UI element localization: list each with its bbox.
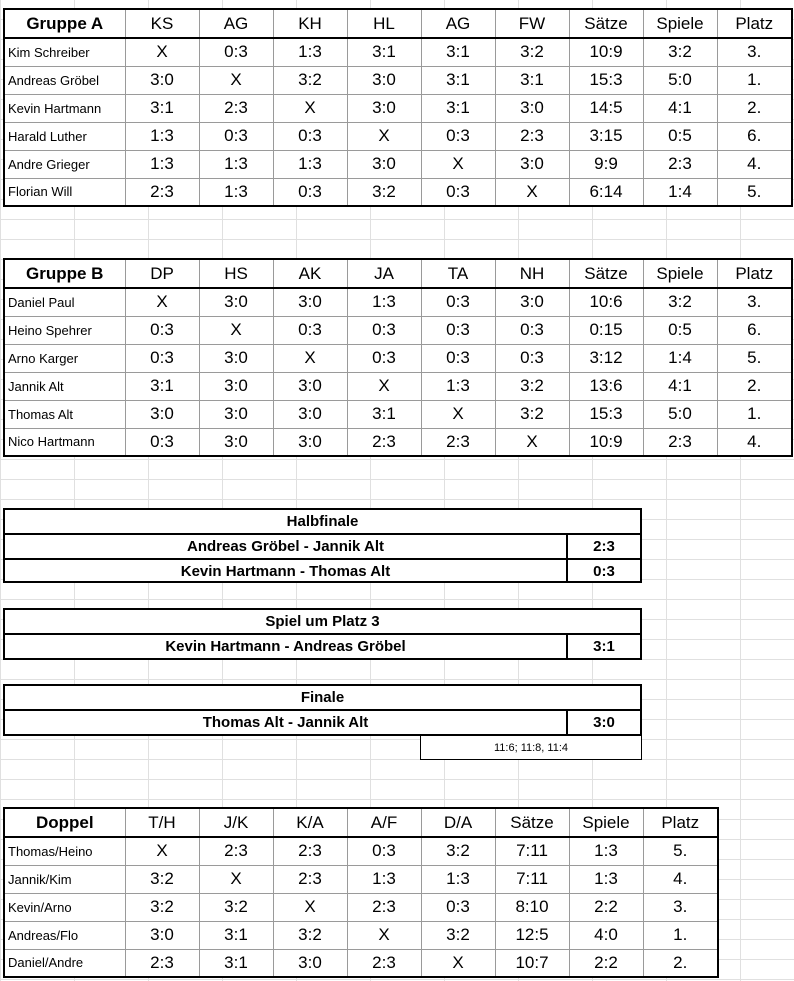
group-a-title: Gruppe A bbox=[4, 9, 125, 38]
table-cell: 1:3 bbox=[347, 865, 421, 893]
column-header: Platz bbox=[643, 808, 718, 837]
table-cell: 2:3 bbox=[347, 949, 421, 977]
table-cell: X bbox=[125, 288, 199, 316]
table-cell: 3:0 bbox=[273, 400, 347, 428]
match-row bbox=[5, 535, 640, 558]
table-cell: 5:0 bbox=[643, 400, 717, 428]
final-box bbox=[3, 684, 642, 736]
table-cell: 3:15 bbox=[569, 122, 643, 150]
table-cell: 3:0 bbox=[495, 288, 569, 316]
doppel-title: Doppel bbox=[4, 808, 125, 837]
column-header: TA bbox=[421, 259, 495, 288]
table-cell: 2:3 bbox=[421, 428, 495, 456]
table-cell: 3:2 bbox=[273, 66, 347, 94]
table-cell: 2:3 bbox=[125, 178, 199, 206]
match-pairing: Kevin Hartmann - Thomas Alt bbox=[5, 560, 568, 583]
column-header: KS bbox=[125, 9, 199, 38]
table-cell: X bbox=[273, 344, 347, 372]
column-header: Platz bbox=[717, 259, 792, 288]
table-cell: 15:3 bbox=[569, 66, 643, 94]
column-header: Sätze bbox=[569, 9, 643, 38]
table-cell: 5. bbox=[643, 837, 718, 865]
table-cell: 5:0 bbox=[643, 66, 717, 94]
column-header: J/K bbox=[199, 808, 273, 837]
table-cell: 0:3 bbox=[273, 178, 347, 206]
column-header: Sätze bbox=[569, 259, 643, 288]
table-cell: 1:3 bbox=[273, 38, 347, 66]
table-cell: 6:14 bbox=[569, 178, 643, 206]
table-cell: 3:2 bbox=[125, 865, 199, 893]
table-cell: 0:3 bbox=[421, 893, 495, 921]
table-cell: X bbox=[273, 94, 347, 122]
table-cell: 2. bbox=[717, 372, 792, 400]
table-row bbox=[4, 38, 792, 66]
match-result: 3:1 bbox=[593, 638, 615, 655]
table-row bbox=[4, 837, 718, 865]
table-cell: 3:2 bbox=[643, 288, 717, 316]
table-cell: 1:3 bbox=[421, 865, 495, 893]
table-cell: 0:3 bbox=[199, 122, 273, 150]
table-cell: 0:3 bbox=[495, 344, 569, 372]
table-cell: 3:0 bbox=[199, 428, 273, 456]
table-cell: X bbox=[495, 178, 569, 206]
table-cell: 2:3 bbox=[643, 428, 717, 456]
player-name: Kevin/Arno bbox=[4, 893, 125, 921]
player-name: Nico Hartmann bbox=[4, 428, 125, 456]
table-cell: 4. bbox=[717, 150, 792, 178]
table-cell: 3:0 bbox=[125, 400, 199, 428]
table-cell: 5. bbox=[717, 178, 792, 206]
match-pairing: Andreas Gröbel - Jannik Alt bbox=[5, 535, 568, 558]
final-title: Finale bbox=[5, 686, 640, 711]
table-cell: 6. bbox=[717, 122, 792, 150]
table-cell: 1:3 bbox=[569, 865, 643, 893]
table-cell: 1:4 bbox=[643, 178, 717, 206]
doppel-table bbox=[3, 807, 719, 978]
group-b-title: Gruppe B bbox=[4, 259, 125, 288]
table-row bbox=[4, 150, 792, 178]
table-cell: X bbox=[495, 428, 569, 456]
table-cell: 0:3 bbox=[273, 122, 347, 150]
table-cell: 3:1 bbox=[347, 38, 421, 66]
table-cell: 1:3 bbox=[273, 150, 347, 178]
table-cell: 3:0 bbox=[273, 288, 347, 316]
player-name: Andre Grieger bbox=[4, 150, 125, 178]
table-cell: 3:1 bbox=[199, 921, 273, 949]
table-cell: 3:1 bbox=[125, 94, 199, 122]
table-cell: 2:3 bbox=[273, 837, 347, 865]
table-cell: 3:12 bbox=[569, 344, 643, 372]
table-cell: 3:0 bbox=[347, 150, 421, 178]
table-cell: 3:1 bbox=[495, 66, 569, 94]
table-cell: 3:1 bbox=[421, 38, 495, 66]
table-cell: 0:5 bbox=[643, 122, 717, 150]
player-name: Harald Luther bbox=[4, 122, 125, 150]
table-cell: 12:5 bbox=[495, 921, 569, 949]
table-cell: 0:3 bbox=[421, 178, 495, 206]
table-cell: 0:15 bbox=[569, 316, 643, 344]
table-cell: 8:10 bbox=[495, 893, 569, 921]
table-cell: 10:6 bbox=[569, 288, 643, 316]
table-cell: 2:3 bbox=[199, 94, 273, 122]
table-cell: 9:9 bbox=[569, 150, 643, 178]
table-row bbox=[4, 372, 792, 400]
table-cell: 2:3 bbox=[199, 837, 273, 865]
table-cell: 1:3 bbox=[421, 372, 495, 400]
table-cell: X bbox=[125, 837, 199, 865]
table-cell: 3:2 bbox=[273, 921, 347, 949]
table-cell: 3:0 bbox=[125, 921, 199, 949]
semifinal-box bbox=[3, 508, 642, 583]
table-cell: 1:3 bbox=[199, 178, 273, 206]
column-header: JA bbox=[347, 259, 421, 288]
table-cell: 2:3 bbox=[125, 949, 199, 977]
player-name: Jannik/Kim bbox=[4, 865, 125, 893]
table-cell: 3:2 bbox=[495, 372, 569, 400]
table-cell: 3. bbox=[717, 288, 792, 316]
table-cell: 3:0 bbox=[495, 94, 569, 122]
column-header: Spiele bbox=[643, 9, 717, 38]
table-cell: 3:0 bbox=[495, 150, 569, 178]
table-row bbox=[4, 344, 792, 372]
table-cell: 15:3 bbox=[569, 400, 643, 428]
table-cell: 1:3 bbox=[199, 150, 273, 178]
player-name: Thomas/Heino bbox=[4, 837, 125, 865]
column-header: Platz bbox=[717, 9, 792, 38]
table-cell: 1:3 bbox=[125, 150, 199, 178]
column-header: HL bbox=[347, 9, 421, 38]
table-cell: 2:3 bbox=[347, 893, 421, 921]
table-cell: 0:3 bbox=[495, 316, 569, 344]
player-name: Thomas Alt bbox=[4, 400, 125, 428]
table-row bbox=[4, 288, 792, 316]
table-row bbox=[4, 94, 792, 122]
table-cell: 0:3 bbox=[347, 344, 421, 372]
table-cell: 3:2 bbox=[421, 921, 495, 949]
column-header: D/A bbox=[421, 808, 495, 837]
column-header: NH bbox=[495, 259, 569, 288]
table-cell: 2:3 bbox=[347, 428, 421, 456]
semifinal-title: Halbfinale bbox=[5, 510, 640, 535]
table-cell: 4. bbox=[643, 865, 718, 893]
table-cell: 3:0 bbox=[125, 66, 199, 94]
table-cell: 2:2 bbox=[569, 893, 643, 921]
table-cell: 3:1 bbox=[125, 372, 199, 400]
table-cell: X bbox=[199, 316, 273, 344]
table-cell: 7:11 bbox=[495, 837, 569, 865]
table-cell: 2:2 bbox=[569, 949, 643, 977]
player-name: Kim Schreiber bbox=[4, 38, 125, 66]
table-cell: 0:3 bbox=[125, 316, 199, 344]
table-cell: 3:1 bbox=[421, 94, 495, 122]
table-cell: 10:7 bbox=[495, 949, 569, 977]
table-cell: 2:3 bbox=[495, 122, 569, 150]
table-cell: X bbox=[421, 400, 495, 428]
table-cell: 0:3 bbox=[199, 38, 273, 66]
table-cell: 3:0 bbox=[199, 288, 273, 316]
table-cell: X bbox=[347, 372, 421, 400]
column-header: AG bbox=[199, 9, 273, 38]
table-cell: 3:0 bbox=[347, 66, 421, 94]
table-cell: 0:3 bbox=[347, 316, 421, 344]
match-pairing: Kevin Hartmann - Andreas Gröbel bbox=[5, 635, 568, 658]
group-a-table bbox=[3, 8, 793, 207]
column-header: T/H bbox=[125, 808, 199, 837]
table-cell: 1:3 bbox=[125, 122, 199, 150]
table-cell: X bbox=[421, 949, 495, 977]
table-cell: 0:3 bbox=[421, 344, 495, 372]
table-cell: 0:3 bbox=[273, 316, 347, 344]
table-cell: 4:1 bbox=[643, 94, 717, 122]
table-cell: 4:1 bbox=[643, 372, 717, 400]
table-cell: 3:2 bbox=[125, 893, 199, 921]
table-cell: X bbox=[347, 921, 421, 949]
column-header: Spiele bbox=[643, 259, 717, 288]
third-place-box bbox=[3, 608, 642, 660]
table-cell: X bbox=[199, 865, 273, 893]
player-name: Kevin Hartmann bbox=[4, 94, 125, 122]
player-name: Jannik Alt bbox=[4, 372, 125, 400]
table-cell: 1:3 bbox=[347, 288, 421, 316]
match-row bbox=[5, 635, 640, 658]
table-cell: 3:0 bbox=[273, 949, 347, 977]
column-header: KH bbox=[273, 9, 347, 38]
column-header: AK bbox=[273, 259, 347, 288]
table-cell: 2. bbox=[643, 949, 718, 977]
table-cell: 2:3 bbox=[643, 150, 717, 178]
match-result: 2:3 bbox=[593, 538, 615, 555]
table-cell: 13:6 bbox=[569, 372, 643, 400]
match-pairing: Thomas Alt - Jannik Alt bbox=[5, 711, 568, 734]
table-cell: 1. bbox=[643, 921, 718, 949]
final-set-scores: 11:6; 11:8, 11:4 bbox=[420, 736, 642, 760]
table-cell: X bbox=[273, 893, 347, 921]
match-result: 0:3 bbox=[593, 563, 615, 580]
third-place-title: Spiel um Platz 3 bbox=[5, 610, 640, 635]
table-cell: 14:5 bbox=[569, 94, 643, 122]
player-name: Florian Will bbox=[4, 178, 125, 206]
table-cell: X bbox=[199, 66, 273, 94]
table-cell: 3. bbox=[643, 893, 718, 921]
column-header: A/F bbox=[347, 808, 421, 837]
table-cell: 10:9 bbox=[569, 38, 643, 66]
column-header: FW bbox=[495, 9, 569, 38]
table-cell: 1:3 bbox=[569, 837, 643, 865]
table-cell: 3:0 bbox=[199, 400, 273, 428]
table-cell: 3:0 bbox=[273, 372, 347, 400]
table-cell: 3:2 bbox=[495, 400, 569, 428]
table-row bbox=[4, 949, 718, 977]
table-cell: 3:2 bbox=[421, 837, 495, 865]
table-cell: 1. bbox=[717, 400, 792, 428]
column-header: HS bbox=[199, 259, 273, 288]
table-cell: 1:4 bbox=[643, 344, 717, 372]
table-cell: 5. bbox=[717, 344, 792, 372]
table-cell: 3. bbox=[717, 38, 792, 66]
table-cell: 3:1 bbox=[347, 400, 421, 428]
column-header: AG bbox=[421, 9, 495, 38]
table-row bbox=[4, 122, 792, 150]
table-cell: 7:11 bbox=[495, 865, 569, 893]
table-cell: X bbox=[421, 150, 495, 178]
table-row bbox=[4, 178, 792, 206]
table-cell: 0:3 bbox=[421, 122, 495, 150]
match-result: 3:0 bbox=[593, 714, 615, 731]
table-cell: 1. bbox=[717, 66, 792, 94]
column-header: DP bbox=[125, 259, 199, 288]
table-cell: 0:3 bbox=[421, 316, 495, 344]
table-row bbox=[4, 428, 792, 456]
table-row bbox=[4, 865, 718, 893]
match-row bbox=[5, 558, 640, 583]
column-header: K/A bbox=[273, 808, 347, 837]
table-cell: 4:0 bbox=[569, 921, 643, 949]
table-cell: 0:3 bbox=[125, 344, 199, 372]
table-cell: 3:0 bbox=[199, 344, 273, 372]
table-cell: 10:9 bbox=[569, 428, 643, 456]
table-cell: 3:1 bbox=[421, 66, 495, 94]
column-header: Sätze bbox=[495, 808, 569, 837]
table-cell: 2. bbox=[717, 94, 792, 122]
player-name: Andreas/Flo bbox=[4, 921, 125, 949]
table-cell: 3:2 bbox=[347, 178, 421, 206]
table-cell: 6. bbox=[717, 316, 792, 344]
table-cell: 3:2 bbox=[495, 38, 569, 66]
table-cell: X bbox=[125, 38, 199, 66]
table-cell: 3:0 bbox=[273, 428, 347, 456]
table-row bbox=[4, 66, 792, 94]
table-cell: 3:2 bbox=[199, 893, 273, 921]
table-cell: 3:0 bbox=[199, 372, 273, 400]
table-cell: 3:0 bbox=[347, 94, 421, 122]
player-name: Daniel Paul bbox=[4, 288, 125, 316]
table-row bbox=[4, 316, 792, 344]
table-cell: 0:3 bbox=[421, 288, 495, 316]
table-cell: 4. bbox=[717, 428, 792, 456]
table-cell: 3:2 bbox=[643, 38, 717, 66]
table-row bbox=[4, 893, 718, 921]
table-cell: 0:5 bbox=[643, 316, 717, 344]
table-cell: 2:3 bbox=[273, 865, 347, 893]
player-name: Heino Spehrer bbox=[4, 316, 125, 344]
table-cell: 3:1 bbox=[199, 949, 273, 977]
player-name: Daniel/Andre bbox=[4, 949, 125, 977]
player-name: Arno Karger bbox=[4, 344, 125, 372]
match-row bbox=[5, 711, 640, 734]
column-header: Spiele bbox=[569, 808, 643, 837]
table-row bbox=[4, 400, 792, 428]
table-row bbox=[4, 921, 718, 949]
table-cell: 0:3 bbox=[125, 428, 199, 456]
player-name: Andreas Gröbel bbox=[4, 66, 125, 94]
table-cell: 0:3 bbox=[347, 837, 421, 865]
group-b-table bbox=[3, 258, 793, 457]
table-cell: X bbox=[347, 122, 421, 150]
